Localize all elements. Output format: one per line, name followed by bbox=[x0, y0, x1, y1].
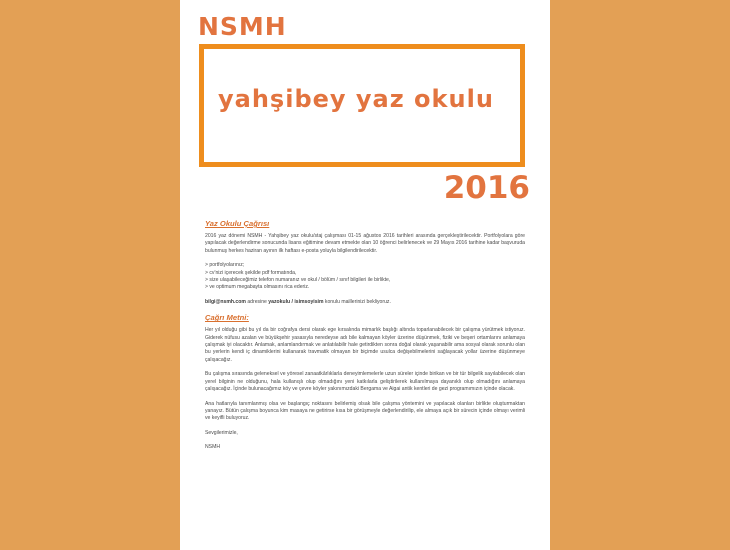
signature: NSMH bbox=[205, 444, 220, 451]
paragraph: Her yıl olduğu gibi bu yıl da bir coğrafya dersi olarak ege kırsalında mimarlık başlığı altında toparlanabilecek bir çalışma yürütmek istiyoruz. Giderek nüfusu azalan ve büyükşehir yasasıyla neredeyse adı bile kalmayan köyler üzerine düşünmek, fiziki ve beşeri ortamlarını anlamaya çalışmak iyi olacaktır. Anlamak, anlamlandırmak ve anlatılabilir hale getirdikten sonra doğal olarak yaşanabilir ama sosyal olarak sorunlu olan bu yerlerin kendi iç dinamiklerini kullanarak travmatik olmayan bir biçimde usulca değişebilmelerini sağlayacak yollar üzerine düşünmeye çalışacağız. bbox=[205, 327, 525, 363]
closing-line: Sevgilerimizle, bbox=[205, 429, 238, 436]
contact-line bbox=[205, 299, 525, 306]
list-item: > cv'nizi içerecek şekilde pdf formatında, bbox=[205, 269, 297, 276]
mail-subject: yazokulu / isimsoyisim bbox=[268, 298, 324, 305]
paragraph: Ana hatlarıyla tanımlanmış olsa ve başlangıç noktasını belirlemiş olsak bile çalışma yöntemini ve yapılacak olanları birlikte oluşturmaktan yanayız. Bütün çalışma boyunca kim masaya ne getirirse kısa bir görüşmeyle değerlendirilip, ele almaya açık bir sürecin içinde olmayı verimli ve keyifli buluyoruz. bbox=[205, 400, 525, 422]
list-item: > portfolyolarınız; bbox=[205, 262, 245, 269]
paragraph: Bu çalışma sırasında geleneksel ve yöresel zanaatkârlıklarla deneyimlemelerle uzun süreler içinde birikan ve bir tür bilgelik sayılabilecek olan yerel bilginin ne olduğunu, hala kullanışlı olup olmadığını yeni katkılarla geliştirilerek kullanılmaya dayanıklı olup olmadığını anlamaya çalışacağız. İçinde bulunacağımız köy ve çevre köyler yakınımızdaki Bergama ve Aigai antik kentleri de gezi programımızın içinde olacak. bbox=[205, 371, 525, 393]
year-title: 2016 bbox=[443, 170, 530, 206]
brand-logo: NSMH bbox=[198, 12, 287, 41]
text-heading: Çağrı Metni: bbox=[205, 313, 249, 323]
list-item: > size ulaşabileceğimiz telefon numaranız ve okul / bölüm / sınıf bilgileri ile birlikte, bbox=[205, 277, 391, 284]
contact-mid: adresine bbox=[245, 298, 269, 305]
portfolio-list bbox=[205, 262, 525, 292]
contact-tail: konulu maillerinizi bekliyoruz. bbox=[323, 298, 391, 305]
call-heading: Yaz Okulu Çağrısı bbox=[205, 219, 270, 228]
poster-page bbox=[180, 0, 550, 550]
body-text bbox=[205, 219, 525, 459]
call-intro: 2016 yaz dönemi NSMH - Yahşibey yaz okulu/staj çalışması 01-15 ağustos 2016 tarihleri arasında gerçekleştirilecektir. Portfolyolara göre yapılacak değerlendirme sonucunda lisans eğitimine devam etmekte olan 10 öğrenci belirlenecek ve 29 Mayıs 2016 tarihine kadar başvuruda bulunmuş herkes haziran ayının ilk haftası e-posta yoluyla bilgilendirilecektir. bbox=[205, 233, 525, 254]
school-title: yahşibey yaz okulu bbox=[218, 85, 494, 113]
list-item: > ve optimum megabayta olmasını rica ederiz. bbox=[205, 284, 310, 291]
email-link[interactable]: bilgi@nsmh.com bbox=[205, 298, 246, 305]
